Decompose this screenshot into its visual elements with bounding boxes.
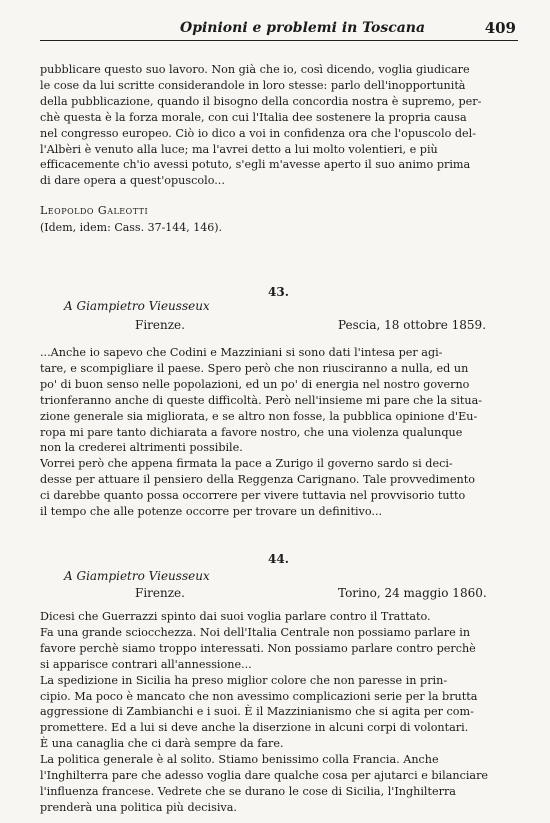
text-line: il tempo che alle potenze occorre per trovare un definitivo... — [40, 505, 383, 519]
text-line: ci darebbe quanto possa occorrere per vivere tuttavia nel provvisorio tutto — [40, 489, 466, 503]
page-header — [40, 18, 518, 41]
letter-continuation-text — [40, 62, 518, 189]
letter-44-body — [40, 609, 518, 816]
letter-44-addressee: A Giampietro Vieusseux — [64, 569, 210, 583]
text-line: l'Albèri è venuto alla luce; ma l'avrei detto a lui molto volentieri, e più — [40, 142, 438, 156]
text-line: È una canaglia che ci darà sempre da fare. — [40, 737, 284, 751]
text-line: prenderà una politica più decisiva. — [40, 800, 237, 814]
text-line: Vorrei però che appena firmata la pace a Zurigo il governo sardo si deci- — [40, 457, 453, 471]
text-line: aggressione di Zambianchi e i suoi. È il Mazzinianismo che si agita per com- — [40, 705, 474, 719]
text-line: favore perchè siamo troppo interessati. Non possiamo parlare contro perchè — [40, 641, 476, 655]
letter-43-dateline: Pescia, 18 ottobre 1859. — [338, 318, 487, 332]
source-reference: (Idem, idem: Cass. 37-144, 146). — [40, 221, 223, 234]
text-line: desse per attuare il pensiero della Reggenza Carignano. Tale provvedimento — [40, 473, 475, 487]
page-number: 409 — [484, 19, 516, 37]
text-line: pubblicare questo suo lavoro. Non già che io, così dicendo, voglia giudicare — [40, 63, 470, 76]
text-line: l'influenza francese. Vedrete che se durano le cose di Sicilia, l'Inghilterra — [40, 784, 456, 798]
text-line: trionferanno anche di queste difficoltà. Però nell'insieme mi pare che la situa- — [40, 393, 483, 407]
text-line: ...Anche io sapevo che Codini e Mazziniani si sono dati l'intesa per agi- — [40, 346, 443, 359]
text-line: La politica generale è al solito. Stiamo benissimo colla Francia. Anche — [40, 753, 439, 767]
letter-43-body — [40, 345, 518, 520]
text-line: le cose da lui scritte considerandole in loro stesse: parlo dell'inopportunità — [40, 78, 466, 92]
text-line: l'Inghilterra pare che adesso voglia dare qualche cosa per ajutarci e bilanciare — [40, 769, 489, 783]
letter-44-destination: Firenze. — [135, 586, 185, 600]
text-line: po' di buon senso nelle popolazioni, ed un po' di energia nel nostro governo — [40, 377, 470, 391]
text-line: chè questa è la forza morale, con cui l'Italia dee sostenere la propria causa — [40, 110, 467, 124]
text-line: ropa mi pare tanto dichiarata a favore nostro, che una violenza qualunque — [40, 425, 463, 439]
text-line: Fa una grande sciocchezza. Noi dell'Italia Centrale non possiamo parlare in — [40, 625, 471, 639]
text-line: nel congresso europeo. Ciò io dico a voi in confidenza ora che l'opuscolo del- — [40, 126, 477, 140]
text-line: Dicesi che Guerrazzi spinto dai suoi voglia parlare contro il Trattato. — [40, 610, 431, 623]
text-line: non la crederei altrimenti possibile. — [40, 441, 243, 455]
text-line: La spedizione in Sicilia ha preso miglior colore che non paresse in prin- — [40, 673, 448, 687]
text-line: tare, e scompigliare il paese. Spero però che non riusciranno a nulla, ed un — [40, 361, 469, 375]
letter-43-addressee: A Giampietro Vieusseux — [64, 299, 210, 313]
text-line: della pubblicazione, quando il bisogno della concordia nostra è supremo, per- — [40, 94, 482, 108]
letter-44-dateline: Torino, 24 maggio 1860. — [338, 586, 487, 600]
text-line: si apparisce contrari all'annessione... — [40, 657, 252, 671]
signature: Leopoldo Galeotti — [40, 204, 149, 217]
letter-number-44: 44. — [268, 552, 289, 566]
text-line: promettere. Ed a lui si deve anche la diserzione in alcuni corpi di volontari. — [40, 721, 469, 735]
text-line: cipio. Ma poco è mancato che non avessimo complicazioni serie per la brutta — [40, 689, 478, 703]
text-line: efficacemente ch'io avessi potuto, s'egli m'avesse aperto il suo animo prima — [40, 158, 471, 172]
running-title: Opinioni e problemi in Toscana — [180, 20, 426, 36]
text-line: di dare opera a quest'opuscolo... — [40, 174, 225, 188]
text-line: zione generale sia migliorata, e se altro non fosse, la pubblica opinione d'Eu- — [40, 409, 478, 423]
letter-43-destination: Firenze. — [135, 318, 185, 332]
letter-number-43: 43. — [268, 285, 289, 299]
